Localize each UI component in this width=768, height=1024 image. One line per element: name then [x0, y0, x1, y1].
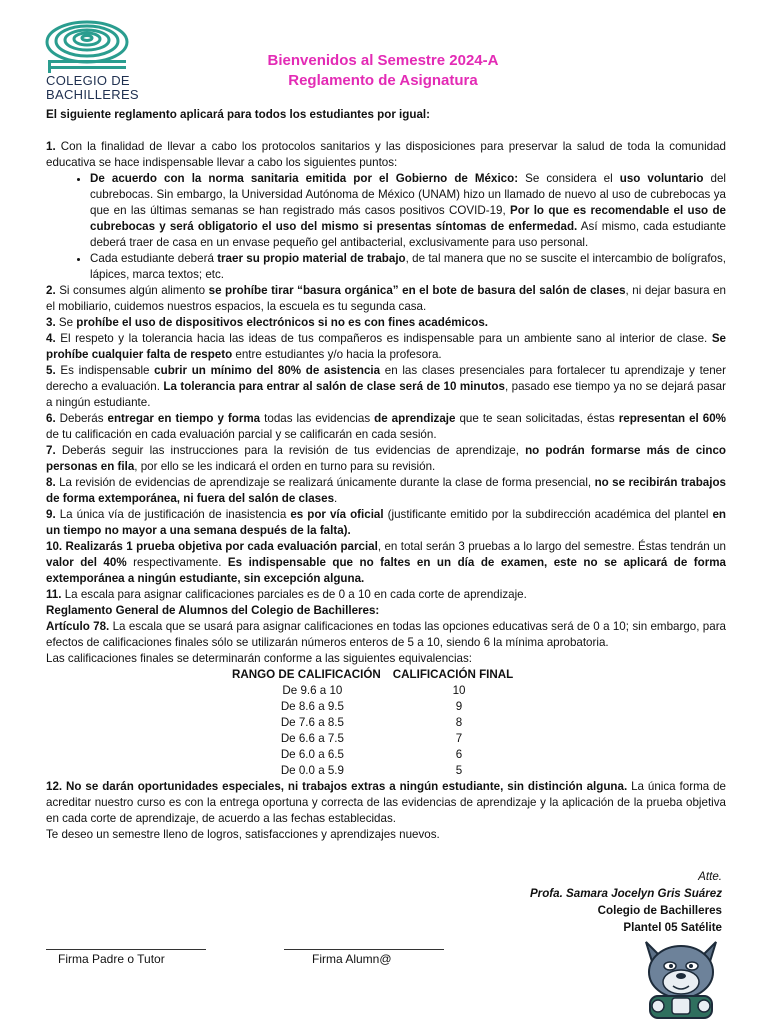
range-cell: De 7.6 a 8.5 [280, 716, 344, 729]
rule-1-bullets [46, 171, 726, 283]
signature-block [530, 868, 722, 936]
signature-line-tutor [46, 949, 206, 950]
signature-label-tutor: Firma Padre o Tutor [58, 952, 165, 966]
reglamento-heading: Reglamento General de Alumnos del Colegio de Bachilleres: [46, 604, 380, 617]
rules-body [46, 107, 726, 843]
range-cell: De 6.0 a 6.5 [280, 748, 344, 761]
grade-cell: 8 [455, 716, 463, 729]
rule-8: 8. La revisión de evidencias de aprendizaje se realizará únicamente durante la clase de forma presencial, no se recibirán trabajos de forma extemporánea, ni fuera del salón de clases. [46, 476, 726, 505]
grade-cell: 10 [452, 684, 466, 697]
rule-11: 11. La escala para asignar calificaciones parciales es de 0 a 10 en cada corte de aprendizaje. [46, 588, 527, 601]
rule-1-bullet-1: • De acuerdo con la norma sanitaria emitida por el Gobierno de México: Se considera el uso voluntario del cubrebocas. Sin embargo, la Universidad Autónoma de México (UNAM) hizo un llamado de nuevo al uso de cubrebocas ya que en las últimas semanas se han registrado más casos positivos COVID-19, Por lo que es recomendable el uso de cubrebocas y será obligatorio el uso del mismo si presentas síntomas de enfermedad. Así mismo, cada estudiante deberá traer de casa en un envase pequeño gel antibacterial, exclusivamente para uso personal. [90, 171, 726, 251]
grade-cell: 9 [455, 700, 463, 713]
table-row [232, 683, 525, 699]
grade-cell: 7 [455, 732, 463, 745]
equivalencias-text: Las calificaciones finales se determinarán conforme a las siguientes equivalencias: [46, 652, 472, 665]
grade-cell: 5 [455, 764, 463, 777]
rule-10: 10. Realizarás 1 prueba objetiva por cada evaluación parcial, en total serán 3 pruebas a lo largo del semestre. Éstas tendrán un valor del 40% respectivamente. Es indispensable que no faltes en un día de examen, este no se aplicará de forma extemporánea a ningún estudiante, sin excepción alguna. [46, 540, 727, 585]
table-row [232, 699, 525, 715]
grade-cell: 6 [455, 748, 463, 761]
logo-text-line2: BACHILLERES [46, 87, 139, 102]
range-cell: De 9.6 a 10 [282, 684, 343, 697]
range-cell: De 0.0 a 5.9 [280, 764, 344, 777]
rule-1-bullet-2: • Cada estudiante deberá traer su propio material de trabajo, de tal manera que no se suscite el intercambio de bolígrafos, lápices, marca textos; etc. [90, 251, 726, 283]
signature-line-student [284, 949, 444, 950]
rule-12: 12. No se darán oportunidades especiales, ni trabajos extras a ningún estudiante, sin distinción alguna. La única forma de acreditar nuestro curso es con la entrega oportuna y correcta de las evidencias de aprendizaje y la aplicación de la prueba objetiva en cada corte de aprendizaje, de acuerdo a las fechas establecidas. [46, 780, 726, 825]
table-row [232, 715, 525, 731]
rule-4: 4. El respeto y la tolerancia hacia las ideas de tus compañeros es indispensable para un ambiente sano al interior de clase. Se prohíbe cualquier falta de respeto entre estudiantes y/o hacia la profesora. [46, 332, 726, 361]
rule-3: 3. Se prohíbe el uso de dispositivos electrónicos si no es con fines académicos. [46, 316, 488, 329]
table-row [232, 731, 525, 747]
grade-table [232, 667, 525, 779]
wolf-mascot-icon [632, 928, 730, 1022]
range-cell: De 6.6 a 7.5 [280, 732, 344, 745]
article-78: Artículo 78. La escala que se usará para asignar calificaciones en todas las opciones educativas será de 0 a 10; sin embargo, para efectos de calificaciones finales sólo se utilizarán números enteros de 5 a 10, siendo 6 la mínima aprobatoria. [46, 620, 727, 649]
rule-6: 6. Deberás entregar en tiempo y forma todas las evidencias de aprendizaje que te sean solicitadas, éstas representan el 60% de tu calificación en cada evaluación parcial y se calificarán en cada sesión. [46, 412, 726, 441]
rule-5: 5. Es indispensable cubrir un mínimo del 80% de asistencia en las clases presenciales para fortalecer tu aprendizaje y tener derecho a evaluación. La tolerancia para entrar al salón de clase será de 10 minutos, pasado ese tiempo ya no se dejará pasar a ningún estudiante. [46, 364, 726, 409]
page-title: Bienvenidos al Semestre 2024-A [267, 52, 499, 69]
school-name: Colegio de Bachilleres [597, 904, 722, 917]
rule-7: 7. Deberás seguir las instrucciones para la revisión de tus evidencias de aprendizaje, no podrán formarse más de cinco personas en fila, por ello se les indicará el orden en turno para su revisión. [46, 444, 726, 473]
column-header: RANGO DE CALIFICACIÓN [232, 668, 381, 681]
page-subtitle: Reglamento de Asignatura [288, 72, 478, 89]
range-cell: De 8.6 a 9.5 [280, 700, 344, 713]
column-header: CALIFICACIÓN FINAL [392, 668, 514, 681]
signature-label-student: Firma Alumn@ [312, 952, 392, 966]
rule-1: 1. Con la finalidad de llevar a cabo los protocolos sanitarios y las disposiciones para preservar la salud de toda la comunidad educativa se hace indispensable llevar a cabo los siguientes puntos: [46, 140, 726, 169]
rule-9: 9. La única vía de justificación de inasistencia es por vía oficial (justificante emitido por la subdirección académica del plantel en un tiempo no mayor a una semana después de la falta). [46, 508, 727, 537]
table-row [232, 747, 525, 763]
atte: Atte. [698, 870, 722, 883]
logo-text-line1: COLEGIO DE [46, 73, 130, 88]
logo-text [46, 74, 139, 102]
table-row [232, 763, 525, 779]
rule-2: 2. Si consumes algún alimento se prohíbe tirar “basura orgánica” en el bote de basura del salón de clases, ni dejar basura en el mobiliario, cuidemos nuestros espacios, la escuela es tu segunda casa. [46, 284, 727, 313]
grade-table-header [232, 667, 525, 683]
closing-text: Te deseo un semestre lleno de logros, satisfacciones y aprendizajes nuevos. [46, 828, 440, 841]
intro: El siguiente reglamento aplicará para todos los estudiantes por igual: [46, 108, 430, 121]
teacher-name: Profa. Samara Jocelyn Gris Suárez [529, 887, 722, 900]
plantel-name: Plantel 05 Satélite [623, 921, 722, 934]
